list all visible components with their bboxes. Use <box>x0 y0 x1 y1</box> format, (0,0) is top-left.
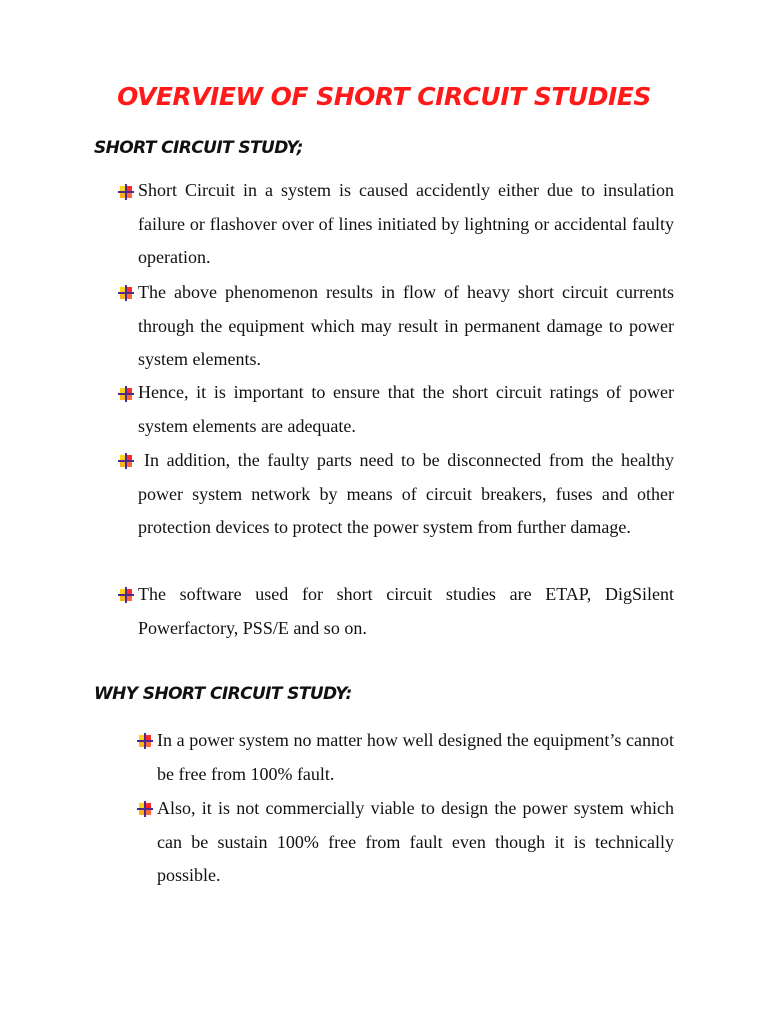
quadrant-cross-bullet-icon <box>117 452 135 470</box>
page-title: OVERVIEW OF SHORT CIRCUIT STUDIES <box>117 82 651 111</box>
list-item: Hence, it is important to ensure that the short circuit ratings of power system elements are adequate. <box>138 382 674 436</box>
list-item: Also, it is not commercially viable to design the power system which can be sustain 100% free from fault even though it is technically possible. <box>157 798 674 885</box>
quadrant-cross-bullet-icon <box>136 800 154 818</box>
quadrant-cross-bullet-icon <box>117 284 135 302</box>
quadrant-cross-bullet-icon <box>117 183 135 201</box>
quadrant-cross-bullet-icon <box>136 732 154 750</box>
section-heading-why-short-circuit-study: WHY SHORT CIRCUIT STUDY: <box>94 684 352 704</box>
list-item: Short Circuit in a system is caused accidently either due to insulation failure or flashover over of lines initiated by lightning or accidental faulty operation. <box>138 180 674 267</box>
quadrant-cross-bullet-icon <box>117 385 135 403</box>
list-item: The above phenomenon results in flow of heavy short circuit currents through the equipment which may result in permanent damage to power system elements. <box>138 282 674 369</box>
list-item: The software used for short circuit studies are ETAP, DigSilent Powerfactory, PSS/E and so on. <box>138 584 674 638</box>
list-item: In addition, the faulty parts need to be disconnected from the healthy power system network by means of circuit breakers, fuses and other protection devices to protect the power system from further damage. <box>138 450 674 537</box>
section-heading-short-circuit-study: SHORT CIRCUIT STUDY; <box>94 138 303 158</box>
list-item: In a power system no matter how well designed the equipment’s cannot be free from 100% fault. <box>157 730 674 784</box>
quadrant-cross-bullet-icon <box>117 586 135 604</box>
